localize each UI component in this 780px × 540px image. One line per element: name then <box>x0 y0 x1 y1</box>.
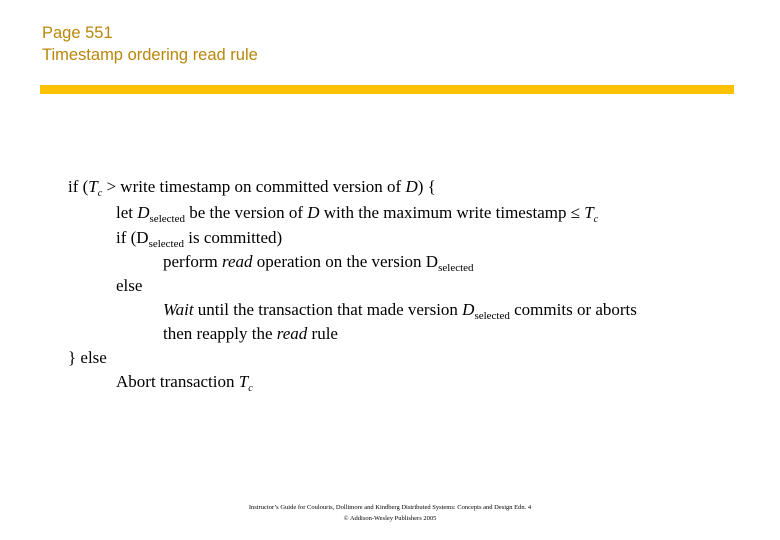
slide-heading: Timestamp ordering read rule <box>42 46 258 64</box>
footer-copyright: © Addison-Wesley Publishers 2005 <box>343 515 437 522</box>
code-line-1: if ($T_c$ > write timestamp on committed version of D) { <box>68 177 436 199</box>
page-number: Page 551 <box>42 24 113 42</box>
code-line-7: then reapply the read rule <box>163 324 338 343</box>
code-line-8: } else <box>68 348 107 367</box>
code-line-4: perform read operation on the version $D_{selected}$ <box>163 252 474 274</box>
code-line-9: Abort transaction $T_c$ <box>116 372 253 394</box>
code-line-6: Wait until the transaction that made version $D_{selected}$ commits or aborts <box>163 300 637 322</box>
code-line-3: if ($D_{selected}$ is committed) <box>116 228 283 250</box>
footer-credit: Instructor’s Guide for Coulouris, Dollimore and Kindberg Distributed Systems: Concepts and Design Edn. 4 <box>248 504 532 511</box>
code-line-2: let $D_{selected}$ be the version of D with the maximum write timestamp ≤ $T_c$ <box>116 203 599 225</box>
code-line-5: else <box>116 276 143 295</box>
